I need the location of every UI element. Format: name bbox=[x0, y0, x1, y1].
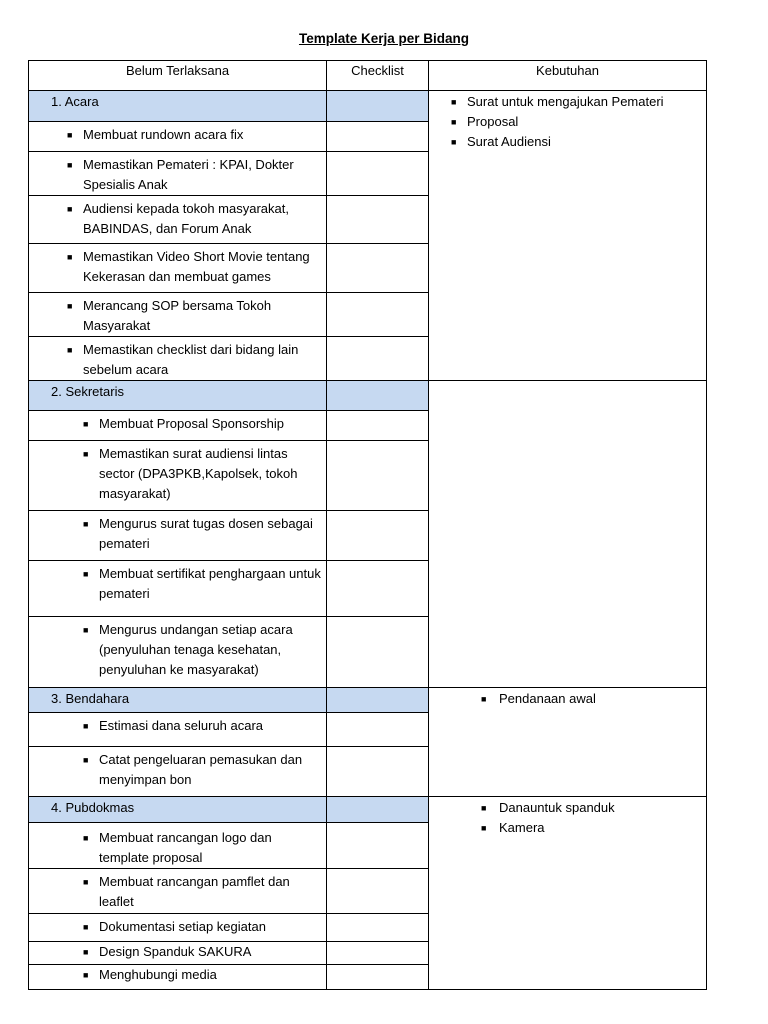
task-item: ■ Membuat sertifikat penghargaan untuk pemateri bbox=[29, 561, 327, 617]
task-item: ■ Memastikan surat audiensi lintas sector (DPA3PKB,Kapolsek, tokoh masyarakat) bbox=[29, 441, 327, 511]
task-item: ■ Memastikan checklist dari bidang lain sebelum acara bbox=[29, 337, 327, 381]
checklist-cell[interactable] bbox=[327, 381, 429, 411]
checklist-cell[interactable] bbox=[327, 713, 429, 747]
task-item: ■ Estimasi dana seluruh acara bbox=[29, 713, 327, 747]
checklist-cell[interactable] bbox=[327, 244, 429, 293]
task-item: ■ Membuat rancangan logo dan template proposal bbox=[29, 823, 327, 869]
header-kebutuhan: Kebutuhan bbox=[429, 61, 707, 91]
checklist-cell[interactable] bbox=[327, 561, 429, 617]
task-item: ■ Design Spanduk SAKURA bbox=[29, 942, 327, 965]
section-label: 1. Acara bbox=[29, 91, 327, 122]
task-item: ■ Membuat rancangan pamflet dan leaflet bbox=[29, 869, 327, 914]
task-item: ■ Membuat rundown acara fix bbox=[29, 122, 327, 152]
needs-cell-sekretaris bbox=[429, 381, 707, 688]
task-item: ■ Mengurus undangan setiap acara (penyuluhan tenaga kesehatan, penyuluhan ke masyarakat) bbox=[29, 617, 327, 688]
bullet-icon: ■ bbox=[83, 449, 89, 459]
bullet-icon: ■ bbox=[67, 345, 73, 355]
work-template-table bbox=[28, 60, 707, 990]
needs-cell-acara bbox=[429, 91, 707, 381]
bullet-icon: ■ bbox=[83, 922, 89, 932]
need-item: ■ Kamera bbox=[481, 820, 545, 835]
bullet-icon: ■ bbox=[83, 625, 89, 635]
bullet-icon: ■ bbox=[67, 204, 73, 214]
task-item: ■ Catat pengeluaran pemasukan dan menyimpan bon bbox=[29, 747, 327, 797]
bullet-icon: ■ bbox=[83, 833, 89, 843]
need-item: ■ Surat Audiensi bbox=[451, 134, 551, 149]
checklist-cell[interactable] bbox=[327, 411, 429, 441]
bullet-icon: ■ bbox=[83, 970, 89, 980]
bullet-icon: ■ bbox=[83, 877, 89, 887]
section-label: 3. Bendahara bbox=[29, 688, 327, 713]
needs-cell-bendahara bbox=[429, 688, 707, 797]
section-row-bendahara bbox=[29, 688, 707, 713]
section-row-pubdokmas bbox=[29, 797, 707, 823]
task-item: ■ Membuat Proposal Sponsorship bbox=[29, 411, 327, 441]
section-row-acara bbox=[29, 91, 707, 122]
bullet-icon: ■ bbox=[83, 947, 89, 957]
bullet-icon: ■ bbox=[67, 130, 73, 140]
task-item: ■ Memastikan Pemateri : KPAI, Dokter Spesialis Anak bbox=[29, 152, 327, 196]
checklist-cell[interactable] bbox=[327, 688, 429, 713]
checklist-cell[interactable] bbox=[327, 122, 429, 152]
checklist-cell[interactable] bbox=[327, 293, 429, 337]
checklist-cell[interactable] bbox=[327, 747, 429, 797]
section-row-sekretaris bbox=[29, 381, 707, 411]
checklist-cell[interactable] bbox=[327, 942, 429, 965]
checklist-cell[interactable] bbox=[327, 823, 429, 869]
task-item: ■ Menghubungi media bbox=[29, 965, 327, 990]
need-item: ■ Danauntuk spanduk bbox=[481, 800, 615, 815]
checklist-cell[interactable] bbox=[327, 797, 429, 823]
task-item: ■ Dokumentasi setiap kegiatan bbox=[29, 914, 327, 942]
document-title: Template Kerja per Bidang bbox=[298, 31, 470, 46]
task-item: ■ Memastikan Video Short Movie tentang Kekerasan dan membuat games bbox=[29, 244, 327, 293]
task-item: ■ Mengurus surat tugas dosen sebagai pemateri bbox=[29, 511, 327, 561]
need-item: ■ Surat untuk mengajukan Pemateri bbox=[451, 94, 664, 109]
checklist-cell[interactable] bbox=[327, 91, 429, 122]
checklist-cell[interactable] bbox=[327, 441, 429, 511]
need-item: ■ Pendanaan awal bbox=[481, 691, 596, 706]
need-item: ■ Proposal bbox=[451, 114, 519, 129]
bullet-icon: ■ bbox=[83, 419, 89, 429]
needs-cell-pubdokmas bbox=[429, 797, 707, 990]
bullet-icon: ■ bbox=[83, 519, 89, 529]
checklist-cell[interactable] bbox=[327, 152, 429, 196]
bullet-icon: ■ bbox=[67, 160, 73, 170]
task-item: ■ Merancang SOP bersama Tokoh Masyarakat bbox=[29, 293, 327, 337]
task-item: ■ Audiensi kepada tokoh masyarakat, BABINDAS, dan Forum Anak bbox=[29, 196, 327, 244]
checklist-cell[interactable] bbox=[327, 337, 429, 381]
table-header-row bbox=[29, 61, 707, 91]
section-label: 2. Sekretaris bbox=[29, 381, 327, 411]
bullet-icon: ■ bbox=[67, 252, 73, 262]
header-checklist: Checklist bbox=[327, 61, 429, 91]
checklist-cell[interactable] bbox=[327, 511, 429, 561]
section-label: 4. Pubdokmas bbox=[29, 797, 327, 823]
checklist-cell[interactable] bbox=[327, 617, 429, 688]
checklist-cell[interactable] bbox=[327, 914, 429, 942]
bullet-icon: ■ bbox=[83, 755, 89, 765]
header-belum-terlaksana: Belum Terlaksana bbox=[29, 61, 327, 91]
checklist-cell[interactable] bbox=[327, 965, 429, 990]
checklist-cell[interactable] bbox=[327, 196, 429, 244]
bullet-icon: ■ bbox=[83, 569, 89, 579]
bullet-icon: ■ bbox=[67, 301, 73, 311]
checklist-cell[interactable] bbox=[327, 869, 429, 914]
bullet-icon: ■ bbox=[83, 721, 89, 731]
